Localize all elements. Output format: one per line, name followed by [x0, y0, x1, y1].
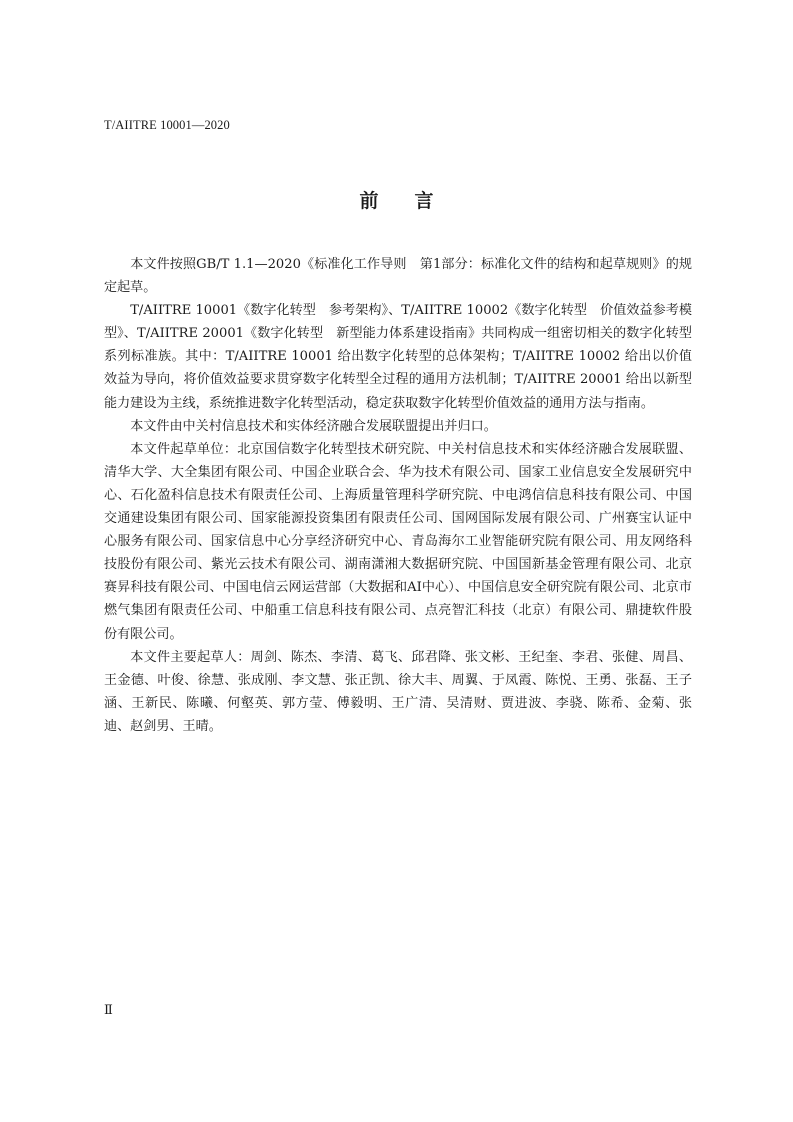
paragraph-proposer: 本文件由中关村信息技术和实体经济融合发展联盟提出并归口。: [130, 418, 497, 434]
body-text: [104, 253, 692, 738]
document-code: T/AIITRE 10001—2020: [104, 118, 230, 132]
paragraph-drafting-rules: 本文件按照GB/T 1.1—2020《标准化工作导则 第1部分：标准化文件的结构和起草规则》的规定起草。: [104, 257, 692, 296]
page-number: Ⅱ: [104, 1002, 113, 1017]
section-title: 前言: [359, 190, 470, 212]
paragraph-drafting-units: 本文件起草单位：北京国信数字化转型技术研究院、中关村信息技术和实体经济融合发展联盟、清华大学、大全集团有限公司、中国企业联合会、华为技术有限公司、国家工业信息安全发展研究中心、石化盈科信息技术有限责任公司、上海质量管理科学研究院、中电鸿信信息科技有限公司、中国交通建设集团有限公司、国家能源投资集团有限责任公司、国网国际发展有限公司、广州赛宝认证中心服务有限公司、国家信息中心分享经济研究中心、青岛海尔工业智能研究院有限公司、用友网络科技股份有限公司、紫光云技术有限公司、湖南潇湘大数据研究院、中国国新基金管理有限公司、北京赛昇科技有限公司、中国电信云网运营部（大数据和AI中心）、中国信息安全研究院有限公司、北京市燃气集团有限责任公司、中船重工信息科技有限公司、点亮智汇科技（北京）有限公司、鼎捷软件股份有限公司。: [104, 441, 692, 642]
paragraph-standard-series: T/AIITRE 10001《数字化转型 参考架构》、T/AIITRE 10002《数字化转型 价值效益参考模型》、T/AIITRE 20001《数字化转型 新型能力体系建设指南》共同构成一组密切相关的数字化转型系列标准族。其中：T/AIITRE 10001 给出数字化转型的总体架构；T/AIITRE 10002 给出以价值效益为导向，将价值效益要求贯穿数字化转型全过程的通用方法机制；T/AIITRE 20001 给出以新型能力建设为主线，系统推进数字化转型活动，稳定获取数字化转型价值效益的通用方法与指南。: [104, 303, 692, 411]
paragraph-drafters: 本文件主要起草人：周剑、陈杰、李清、葛飞、邱君降、张文彬、王纪奎、李君、张健、周昌、王金德、叶俊、徐慧、张成刚、李文慧、张正凯、徐大丰、周翼、于凤霞、陈悦、王勇、张磊、王子涵、王新民、陈曦、何壑英、郭方莹、傅毅明、王广清、吴清财、贾进波、李骁、陈希、金菊、张迪、赵剑男、王晴。: [104, 649, 692, 734]
